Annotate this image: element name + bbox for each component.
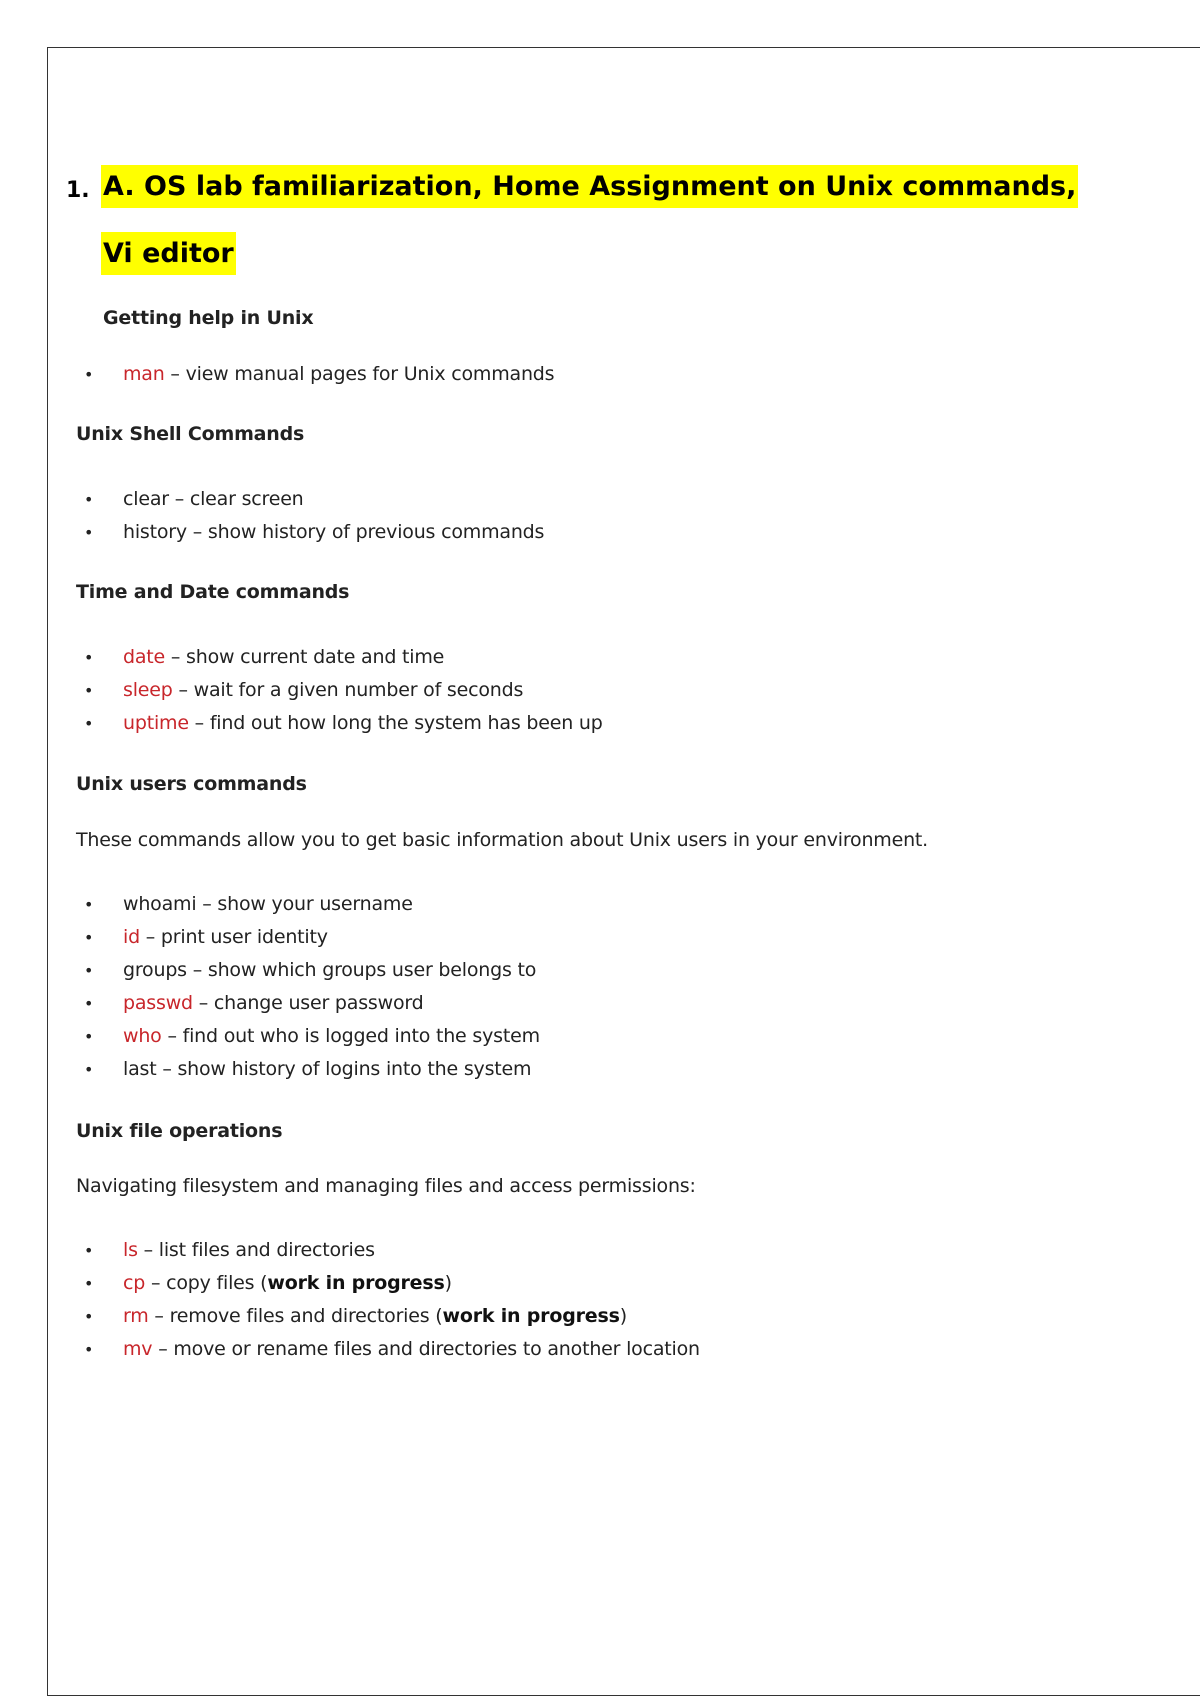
list-item [84,641,603,674]
bullet-icon: • [84,490,94,509]
bullet-icon: • [84,928,94,947]
list-shell [84,483,544,549]
list-item [84,954,540,987]
bullet-icon: • [84,961,94,980]
command-name: last [123,1058,157,1080]
heading-number: 1. [66,178,90,203]
bullet-icon: • [84,1274,94,1293]
command-description: – remove files and directories ( [148,1305,443,1327]
section-title-shell: Unix Shell Commands [76,423,305,445]
command-name: sleep [123,679,173,701]
heading-line-2-text: Vi editor [101,232,236,275]
list-item [84,674,603,707]
command-description: – list files and directories [137,1239,375,1261]
list-files [84,1234,700,1366]
command-description: – wait for a given number of seconds [172,679,524,701]
list-item [84,483,544,516]
command-description-tail: ) [619,1305,627,1327]
command-name: cp [123,1272,146,1294]
command-name: date [123,646,166,668]
command-description: – show your username [196,893,413,915]
command-name: who [123,1025,162,1047]
bullet-icon: • [84,1241,94,1260]
list-help [84,358,554,391]
command-name: history [123,521,187,543]
list-users [84,888,540,1086]
bullet-icon: • [84,648,94,667]
list-item [84,888,540,921]
list-item [84,358,554,391]
command-name: rm [123,1305,149,1327]
heading-line-2 [101,240,236,267]
bullet-icon: • [84,1340,94,1359]
section-title-time: Time and Date commands [76,581,350,603]
command-description: – show history of logins into the system [156,1058,532,1080]
command-description: – move or rename files and directories to another location [152,1338,700,1360]
section-title-files: Unix file operations [76,1120,283,1142]
list-item [84,987,540,1020]
list-item [84,1234,700,1267]
bullet-icon: • [84,1060,94,1079]
command-description: – copy files ( [145,1272,268,1294]
list-item [84,1020,540,1053]
list-item [84,1053,540,1086]
list-item [84,1267,700,1300]
bullet-icon: • [84,681,94,700]
progress-note: work in progress [442,1305,620,1327]
command-description: – view manual pages for Unix commands [164,363,555,385]
list-item [84,921,540,954]
heading-line-1 [101,173,1078,200]
list-item [84,1300,700,1333]
command-name: passwd [123,992,193,1014]
command-description-tail: ) [444,1272,452,1294]
bullet-icon: • [84,1307,94,1326]
bullet-icon: • [84,365,94,384]
bullet-icon: • [84,714,94,733]
progress-note: work in progress [267,1272,445,1294]
section-title-users: Unix users commands [76,773,307,795]
section-intro-files: Navigating filesystem and managing files and access permissions: [76,1175,696,1197]
command-name: man [123,363,165,385]
bullet-icon: • [84,523,94,542]
list-item [84,516,544,549]
command-description: – show which groups user belongs to [186,959,537,981]
command-description: – show history of previous commands [186,521,545,543]
command-name: id [123,926,140,948]
heading-line-1-text: A. OS lab familiarization, Home Assignment on Unix commands, [101,165,1078,208]
command-description: – change user password [192,992,424,1014]
bullet-icon: • [84,895,94,914]
command-description: – find out how long the system has been up [188,712,603,734]
command-name: mv [123,1338,153,1360]
command-name: ls [123,1239,138,1261]
command-name: uptime [123,712,189,734]
bullet-icon: • [84,994,94,1013]
command-description: – clear screen [168,488,304,510]
command-description: – print user identity [139,926,328,948]
command-name: groups [123,959,187,981]
command-description: – show current date and time [165,646,445,668]
section-title-help: Getting help in Unix [103,307,314,329]
command-name: clear [123,488,169,510]
list-item [84,1333,700,1366]
command-description: – find out who is logged into the system [161,1025,540,1047]
list-item [84,707,603,740]
command-name: whoami [123,893,197,915]
section-intro-users: These commands allow you to get basic information about Unix users in your environment. [76,829,929,851]
list-time [84,641,603,740]
bullet-icon: • [84,1027,94,1046]
